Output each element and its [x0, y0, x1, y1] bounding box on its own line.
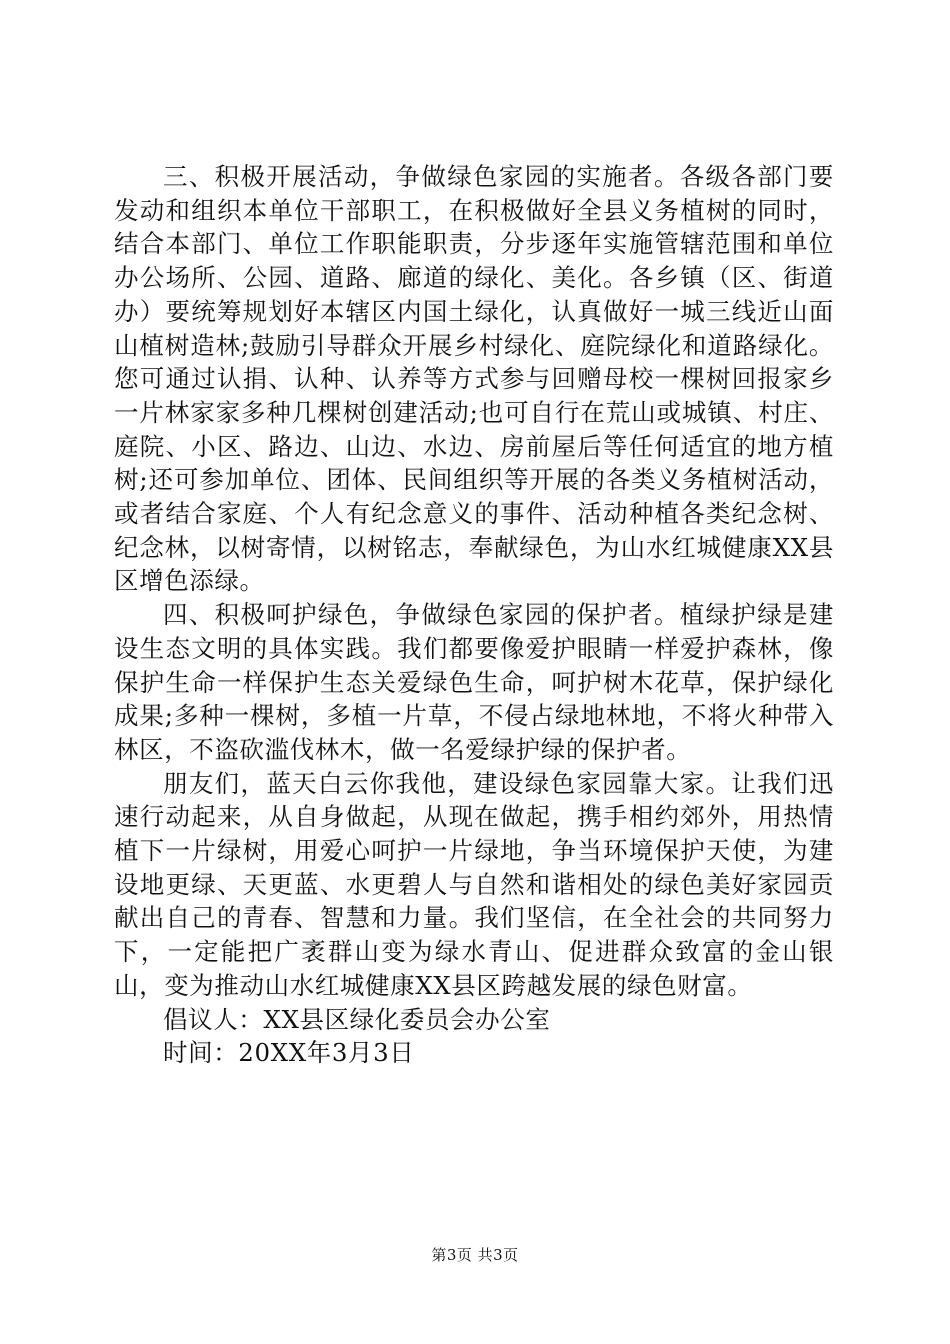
paragraph-protect-green: 四、积极呵护绿色，争做绿色家园的保护者。植绿护绿是建设生态文明的具体实践。我们都要像爱护眼睛一样爱护森林，像保护生命一样保护生态关爱绿色生命，呵护树木花草，保护绿化成果;多种一棵树，多植一片草，不侵占绿地林地，不将火种带入林区，不盗砍滥伐林木，做一名爱绿护绿的保护者。	[114, 600, 834, 764]
signature-line: 倡议人：XX县区绿化委员会办公室	[163, 1004, 551, 1034]
paragraph-activities: 三、积极开展活动，争做绿色家园的实施者。各级各部门要发动和组织本单位干部职工，在积极做好全县义务植树的同时，结合本部门、单位工作职能职责，分步逐年实施管辖范围和单位办公场所、公园、道路、廊道的绿化、美化。各乡镇（区、街道办）要统筹规划好本辖区内国土绿化，认真做好一城三线近山面山植树造林;鼓励引导群众开展乡村绿化、庭院绿化和道路绿化。您可通过认捐、认种、认养等方式参与回赠母校一棵树回报家乡一片林家家多种几棵树创建活动;也可自行在荒山或城镇、村庄、庭院、小区、路边、山边、水边、房前屋后等任何适宜的地方植树;还可参加单位、团体、民间组织等开展的各类义务植树活动，或者结合家庭、个人有纪念意义的事件、活动种植各类纪念树、纪念林，以树寄情，以树铭志，奉献绿色，为山水红城健康XX县区增色添绿。	[114, 162, 834, 596]
date-line: 时间：20XX年3月3日	[163, 1038, 415, 1068]
document-body	[114, 160, 834, 1070]
paragraph-friends-appeal: 朋友们，蓝天白云你我他，建设绿色家园靠大家。让我们迅速行动起来，从自身做起，从现在做起，携手相约郊外，用热情植下一片绿树，用爱心呵护一片绿地，争当环境保护天使，为建设地更绿、天更蓝、水更碧人与自然和谐相处的绿色美好家园贡献出自己的青春、智慧和力量。我们坚信，在全社会的共同努力下，一定能把广袤群山变为绿水青山、促进群众致富的金山银山，变为推动山水红城健康XX县区跨越发展的绿色财富。	[114, 768, 834, 1000]
page-footer: 第3页 共3页	[431, 1246, 519, 1264]
